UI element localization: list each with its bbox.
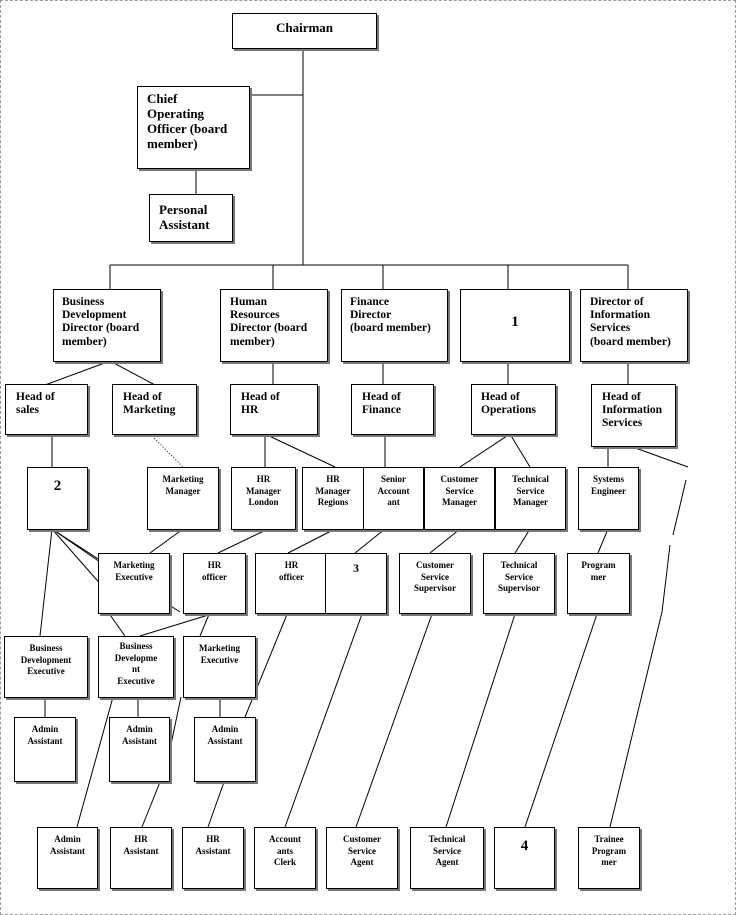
- admin-assistant-bottom: Admin Assistant: [37, 827, 98, 889]
- hr-assistant-box-1: HR Assistant: [110, 827, 172, 889]
- trainee-programmer-box: Trainee Program mer: [578, 827, 640, 889]
- business-development-executive-box-2: Business Developme nt Executive: [98, 636, 174, 698]
- director-finance: Finance Director (board member): [341, 289, 448, 362]
- director-human-resources: Human Resources Director (board member): [220, 289, 328, 362]
- hr-assistant-box-2: HR Assistant: [182, 827, 244, 889]
- accountants-clerk-box: Account ants Clerk: [254, 827, 316, 889]
- hr-officer-box-1: HR officer: [183, 553, 246, 614]
- customer-service-manager-box: Customer Service Manager: [424, 467, 495, 530]
- marketing-executive-box-2: Marketing Executive: [183, 636, 256, 698]
- head-of-marketing: Head of Marketing: [112, 384, 197, 435]
- hr-manager-regions-box: HR Manager Regions: [302, 467, 364, 530]
- bottom-placeholder-4: 4: [494, 827, 555, 889]
- coo-box: Chief Operating Officer (board member): [137, 86, 250, 169]
- admin-assistant-box-3: Admin Assistant: [194, 717, 256, 782]
- senior-accountant-box: Senior Account ant: [363, 467, 424, 530]
- admin-assistant-box-2: Admin Assistant: [109, 717, 170, 782]
- head-of-finance: Head of Finance: [351, 384, 434, 435]
- head-of-hr: Head of HR: [230, 384, 318, 435]
- business-development-executive-box-1: Business Development Executive: [4, 636, 88, 698]
- programmer-box: Program mer: [567, 553, 630, 614]
- head-of-operations: Head of Operations: [471, 384, 556, 435]
- marketing-executive-box: Marketing Executive: [98, 553, 170, 614]
- director-placeholder-1: 1: [460, 289, 570, 362]
- technical-service-manager-box: Technical Service Manager: [495, 467, 566, 530]
- customer-service-supervisor-box: Customer Service Supervisor: [399, 553, 471, 614]
- systems-engineer-box: Systems Engineer: [578, 467, 639, 530]
- director-information-services: Director of Information Services (board member): [580, 289, 688, 362]
- personal-assistant-box: Personal Assistant: [149, 194, 233, 242]
- chairman-box: Chairman: [232, 13, 377, 49]
- head-of-sales: Head of sales: [5, 384, 88, 435]
- hr-officer-box-2: HR officer: [255, 553, 328, 614]
- customer-service-agent-box: Customer Service Agent: [326, 827, 398, 889]
- hr-manager-london-box: HR Manager London: [231, 467, 296, 530]
- level6-placeholder-3: 3: [325, 553, 387, 614]
- head-of-information-services: Head of Information Services: [591, 384, 676, 447]
- technical-service-agent-box: Technical Service Agent: [410, 827, 484, 889]
- manager-placeholder-2: 2: [27, 467, 88, 530]
- admin-assistant-box-1: Admin Assistant: [14, 717, 76, 782]
- marketing-manager-box: Marketing Manager: [147, 467, 219, 530]
- technical-service-supervisor-box: Technical Service Supervisor: [483, 553, 555, 614]
- director-business-development: Business Development Director (board member): [53, 289, 161, 362]
